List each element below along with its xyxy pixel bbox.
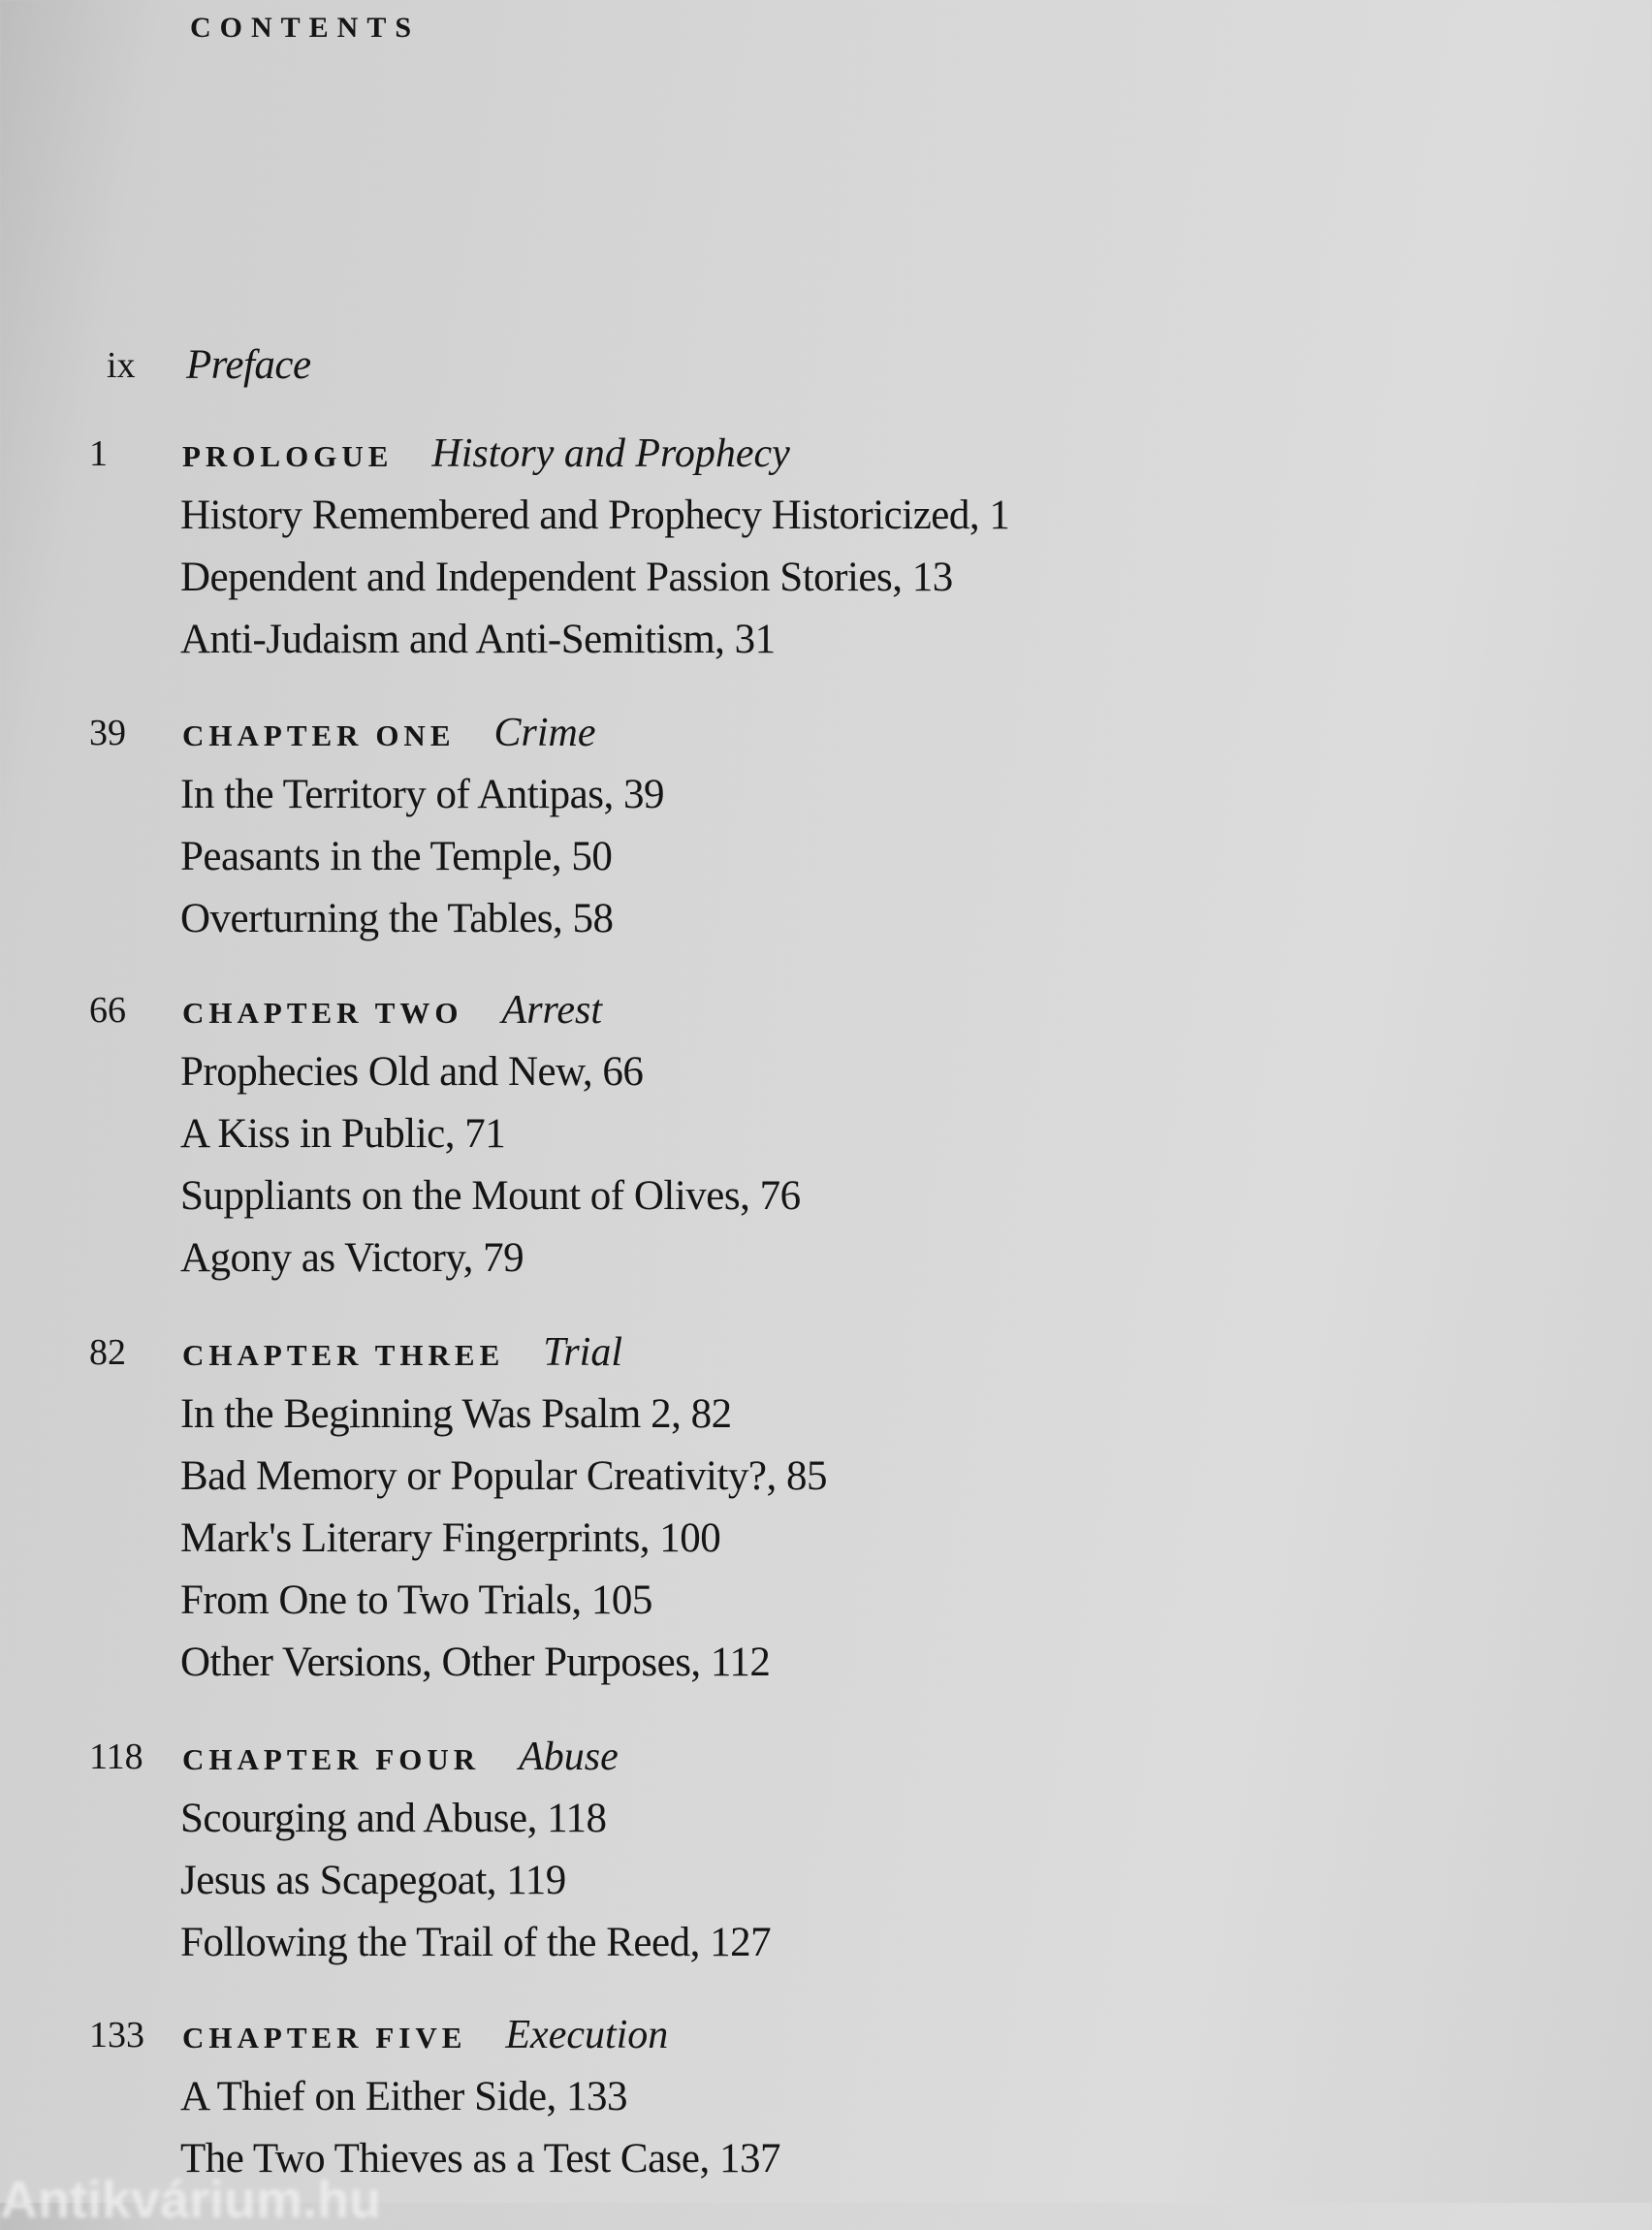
section-label-text: CHAPTER TWO xyxy=(182,996,463,1030)
preface-title: Preface xyxy=(186,342,311,388)
toc-section xyxy=(0,423,1357,671)
toc-entry: History Remembered and Prophecy Historicized, 1 xyxy=(180,493,1010,538)
preface-section xyxy=(0,334,1357,397)
toc-entry: Overturning the Tables, 58 xyxy=(180,896,614,941)
toc-entry: Prophecies Old and New, 66 xyxy=(180,1049,644,1095)
section-header xyxy=(0,979,1357,1041)
toc-section xyxy=(0,702,1357,950)
section-title: History and Prophecy xyxy=(431,431,790,476)
section-label-text: CHAPTER FIVE xyxy=(182,2021,467,2055)
section-header xyxy=(0,702,1357,764)
section-title: Abuse xyxy=(519,1735,619,1779)
toc-entry: Bad Memory or Popular Creativity?, 85 xyxy=(180,1453,827,1499)
section-label-text: CHAPTER THREE xyxy=(182,1338,505,1372)
page-number: 82 xyxy=(89,1332,126,1373)
toc-entry: Anti-Judaism and Anti-Semitism, 31 xyxy=(180,617,776,662)
toc-entry: In the Territory of Antipas, 39 xyxy=(180,772,664,817)
toc-section xyxy=(0,979,1357,1290)
section-header xyxy=(0,423,1357,485)
section-label xyxy=(182,2004,668,2069)
toc-entry: From One to Two Trials, 105 xyxy=(180,1577,652,1623)
section-label xyxy=(182,979,602,1044)
page-number: 1 xyxy=(89,433,108,474)
page-number: ix xyxy=(107,345,136,386)
section-label xyxy=(182,702,596,767)
section-label-text: CHAPTER ONE xyxy=(182,718,456,752)
section-header xyxy=(0,1322,1357,1384)
toc-entry: A Thief on Either Side, 133 xyxy=(180,2074,628,2119)
section-label xyxy=(182,1322,622,1386)
toc-entry: Mark's Literary Fingerprints, 100 xyxy=(180,1515,721,1561)
section-title: Execution xyxy=(505,2013,669,2057)
section-header xyxy=(0,2004,1357,2066)
section-label-text: PROLOGUE xyxy=(182,439,394,473)
toc-section xyxy=(0,2004,1357,2190)
contents-heading: CONTENTS xyxy=(190,12,421,44)
toc-entry: Suppliants on the Mount of Olives, 76 xyxy=(180,1173,801,1219)
section-title: Trial xyxy=(543,1330,623,1375)
page-number: 133 xyxy=(89,2015,144,2055)
toc-entry: Following the Trail of the Reed, 127 xyxy=(180,1920,772,1965)
section-title: Arrest xyxy=(501,988,602,1033)
toc-section xyxy=(0,1322,1357,1694)
page-number: 118 xyxy=(89,1736,143,1777)
section-label xyxy=(182,1726,619,1791)
section-header xyxy=(0,1726,1357,1788)
page-number: 39 xyxy=(89,713,126,753)
section-label-text: CHAPTER FOUR xyxy=(182,1742,481,1776)
toc-entry: Agony as Victory, 79 xyxy=(180,1235,524,1281)
toc-section xyxy=(0,1726,1357,1974)
section-label xyxy=(182,423,790,488)
page-number: 66 xyxy=(89,990,126,1031)
toc-entry: A Kiss in Public, 71 xyxy=(180,1111,506,1157)
toc-entry: Peasants in the Temple, 50 xyxy=(180,834,613,879)
toc-entry: In the Beginning Was Psalm 2, 82 xyxy=(180,1391,732,1437)
toc-entry: Other Versions, Other Purposes, 112 xyxy=(180,1640,771,1685)
toc-entry: Jesus as Scapegoat, 119 xyxy=(180,1858,566,1903)
toc-entry: The Two Thieves as a Test Case, 137 xyxy=(180,2136,780,2182)
toc-entry: Scourging and Abuse, 118 xyxy=(180,1796,607,1841)
section-title: Crime xyxy=(493,711,596,755)
toc-entry: Dependent and Independent Passion Stories, 13 xyxy=(180,555,953,600)
watermark: Antikvárium.hu xyxy=(0,2171,382,2229)
